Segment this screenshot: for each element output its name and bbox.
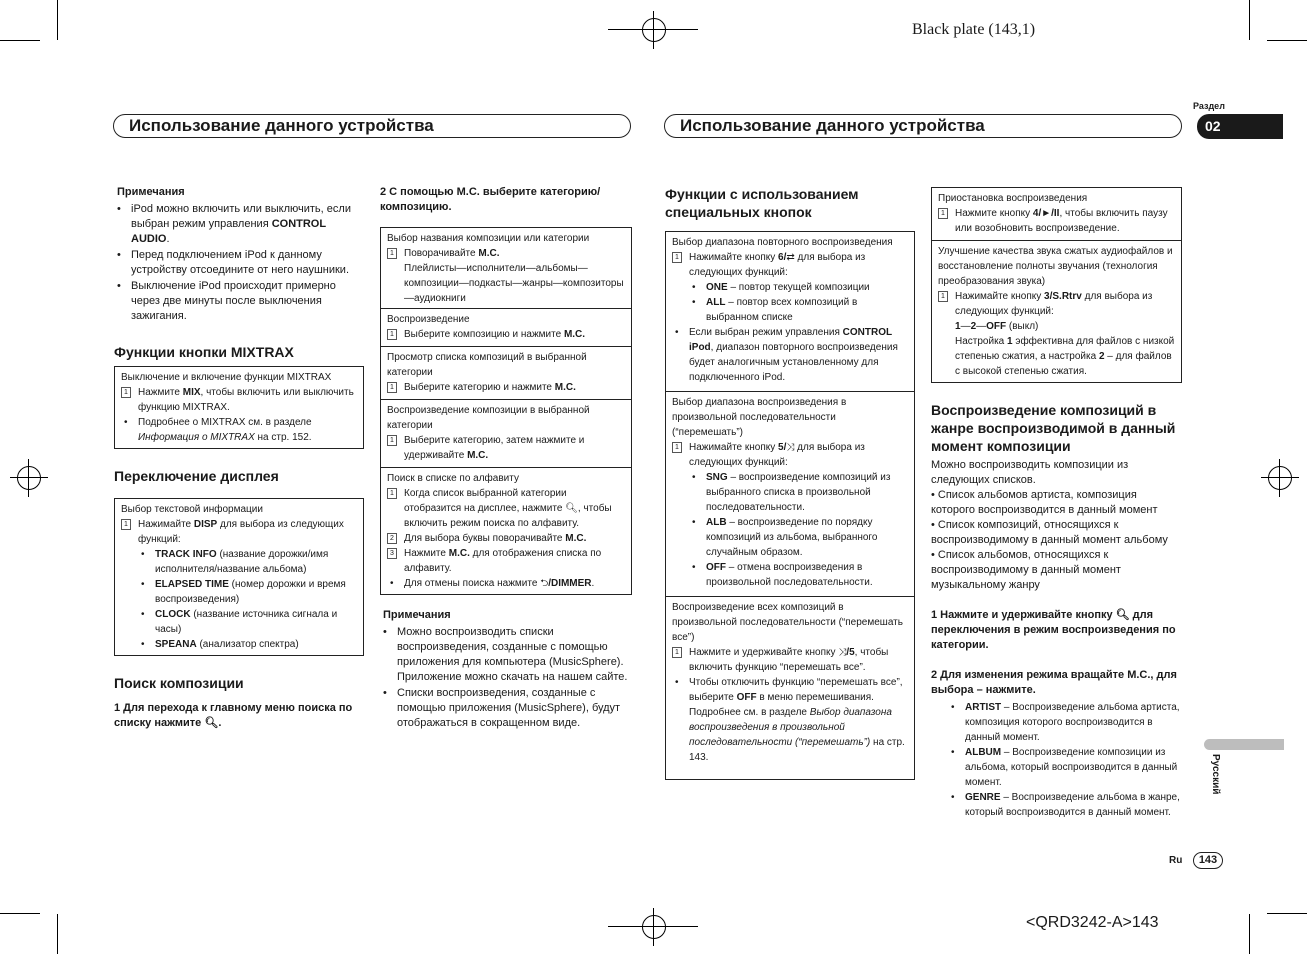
step-2: 2 С помощью M.C. выберите категорию/композицию.	[380, 186, 601, 213]
display-heading: Переключение дисплея	[114, 468, 279, 484]
registration-mark-icon	[1268, 466, 1292, 490]
search-section	[114, 674, 364, 731]
notes-title: Примечания	[117, 186, 185, 198]
lang-code: Ru	[1169, 855, 1183, 866]
section-number-badge: 02	[1197, 114, 1283, 139]
shuffle-icon: ⤨	[838, 647, 847, 658]
mc-box: Выбор названия композиции или категории 1 Поворачивайте M.C. Плейлисты—исполнители—альбомы—композиции—подкасты—жанры—композиторы—аудиокниги Воспроизведение 1 Выберите композицию и нажмите M.C. Просмотр списка композиций в выбранной категории 1 Выберите категорию и нажмите M.C. Воспроизведение композиции в выбранной категории 1 Выберите категорию, затем нажмите и удерживайте M.C. Поиск в списке по алфавиту 1 Когда список выбранной категории отобразится на дисплее, нажмите 🔍︎, чтобы включить режим поиска по алфавиту. 2 Для выбора буквы поворачивайте M.C. 3 Нажмите M.C. для отображения списка по алфавиту. • Для отмены поиска нажмите ⮌/DIMMER.	[380, 227, 632, 595]
display-box: Выбор текстовой информации 1 Нажимайте DISP для выбора из следующих функций: • TRACK INFO (название дорожки/имя исполнителя/название альбома) • ELAPSED TIME (номер дорожки и время воспроизведения) • CLOCK (название источника сигнала и часы) • SPEANA (анализатор спектра)	[114, 498, 364, 656]
box-title: Выбор текстовой информации	[121, 504, 263, 515]
search-icon: 🔍︎	[1115, 609, 1130, 621]
list-item: • GENRE – Воспроизведение альбома в жанре, который воспроизводится в данный момент.	[948, 790, 1183, 820]
mixtrax-box: Выключение и включение функции MIXTRAX 1 Нажмите MIX, чтобы включить или выключить функцию MIXTRAX. • Подробнее о MIXTRAX см. в разделе Информация о MIXTRAX на стр. 152.	[114, 366, 364, 449]
list-item: • CLOCK (название источника сигнала и часы)	[138, 607, 357, 637]
repeat-icon: ⇄	[786, 252, 795, 263]
registration-mark-icon	[642, 18, 666, 42]
registration-mark-icon	[17, 466, 41, 490]
mixtrax-heading: Функции кнопки MIXTRAX	[114, 344, 294, 360]
list-item: • ALL – повтор всех композиций в выбранном списке	[689, 295, 908, 325]
notes-list	[114, 202, 364, 324]
section-title-left: Использование данного устройства	[113, 114, 631, 138]
column-1	[114, 185, 364, 361]
crop-mark	[57, 0, 58, 40]
search-icon: 🔍︎	[204, 717, 219, 729]
list-item: • iPod можно включить или выключить, если выбран режим управления CONTROL AUDIO.	[114, 202, 364, 247]
list-item: • Выключение iPod происходит примерно через две минуты после выключения зажигания.	[114, 279, 364, 324]
genre-section: Воспроизведение композиций в жанре воспроизводимой в данный момент композиции Можно воспроизводить композиции из следующих списков. • Список альбомов артиста, композиция которого воспроизводится в данный момент • Список композиций, относящихся к воспроизводимому в данный момент альбому • Список альбомов, относящихся к воспроизводимому в данный момент музыкальному жанру 1 Нажмите и удерживайте кнопку 🔍︎ для переключения в режим воспроизведения по категории. 2 Для изменения режима вращайте M.C., для выбора – нажмите. • ARTIST – Воспроизведение альбома артиста, композиция которого воспроизводится в данный момент. • ALBUM – Воспроизведение композиции из альбома, который воспроизводится в данный момент. • GENRE – Воспроизведение альбома в жанре, который воспроизводится в данный момент.	[931, 401, 1183, 820]
registration-mark-icon	[642, 915, 666, 939]
shuffle-icon: ⤨	[786, 442, 795, 453]
list-item: • OFF – отмена воспроизведения в произвольной последовательности.	[689, 560, 908, 590]
search-heading: Поиск композиции	[114, 675, 244, 691]
list-item: • TRACK INFO (название дорожки/имя исполнителя/название альбома)	[138, 547, 357, 577]
list-item: • ELAPSED TIME (номер дорожки и время воспроизведения)	[138, 577, 357, 607]
language-tab	[1204, 739, 1284, 750]
special-buttons-box: Выбор диапазона повторного воспроизведения 1 Нажимайте кнопку 6/⇄ для выбора из следующих функций: • ONE – повтор текущей композиции • ALL – повтор всех композиций в выбранном списке • Если выбран режим управления CONTROL iPod, диапазон повторного воспроизведения будет аналогичным установленному для подключенного iPod. Выбор диапазона воспроизведения в произвольной последовательности (“перемешать”) 1 Нажимайте кнопку 5/⤨ для выбора из следующих функций: • SNG – воспроизведение композиций из выбранного списка в произвольной последовательности. • ALB – воспроизведение по порядку композиций из альбома, выбранного случайным образом. • OFF – отмена воспроизведения в произвольной последовательности. Воспроизведение всех композиций в произвольной последовательности (“перемешать все”) 1 Нажмите и удерживайте кнопку ⤨/5, чтобы включить функцию “перемешать все”. • Чтобы отключить функцию “перемешать все”, выберите OFF в меню перемешивания. Подробнее см. в разделе Выбор диапазона воспроизведения в произвольной последовательности (“перемешать”) на стр. 143.	[665, 231, 915, 780]
crop-mark	[1267, 40, 1307, 41]
list-item: • ALBUM – Воспроизведение композиции из альбома, который воспроизводится в данный момент.	[948, 745, 1183, 790]
search-step: 1 Для перехода к главному меню поиска по списку нажмите 🔍︎.	[114, 702, 353, 729]
search-icon: 🔍︎	[565, 503, 578, 514]
crop-mark	[57, 914, 58, 954]
list-item: • ONE – повтор текущей композиции	[689, 280, 908, 295]
section-title-right: Использование данного устройства	[664, 114, 1182, 138]
crop-mark	[1249, 914, 1250, 954]
list-item: • Списки воспроизведения, созданные с помощью приложения (MusicSphere), будут отображаться в сокращенном виде.	[380, 686, 632, 731]
list-item: • SNG – воспроизведение композиций из выбранного списка в произвольной последовательности.	[689, 470, 908, 515]
list-item: • Можно воспроизводить списки воспроизведения, созданные с помощью приложения для компьютера (MusicSphere). Приложение можно скачать на нашем сайте.	[380, 625, 632, 685]
page-number: 143	[1193, 852, 1223, 869]
crop-mark	[0, 40, 40, 41]
crop-mark	[1249, 0, 1250, 40]
crop-mark	[0, 913, 40, 914]
list-item: • ARTIST – Воспроизведение альбома артиста, композиция которого воспроизводится в данный момент.	[948, 700, 1183, 745]
section-label: Раздел	[1193, 101, 1225, 111]
genre-heading: Воспроизведение композиций в жанре воспроизводимой в данный момент композиции	[931, 402, 1176, 454]
document-code: <QRD3242-A>143	[1026, 914, 1159, 931]
crop-mark	[1267, 913, 1307, 914]
back-icon: ⮌	[540, 578, 549, 589]
list-item: • SPEANA (анализатор спектра)	[138, 637, 357, 652]
box-title: Выключение и включение функции MIXTRAX	[121, 372, 332, 383]
special-buttons-heading: Функции с использованием специальных кнопок	[665, 186, 859, 220]
pause-box: Приостановка воспроизведения 1 Нажмите кнопку 4/►/II, чтобы включить паузу или возобновить воспроизведение. Улучшение качества звука сжатых аудиофайлов и восстановление полноты звучания (технология преобразования звука) 1 Нажимайте кнопку 3/S.Rtrv для выбора из следующих функций: 1—2—OFF (выкл) Настройка 1 эффективна для файлов с низкой степенью сжатия, а настройка 2 – для файлов с высокой степенью сжатия.	[931, 187, 1182, 383]
column-2-notes: Примечания • Можно воспроизводить списки воспроизведения, созданные с помощью приложения для компьютера (MusicSphere). Приложение можно скачать на нашем сайте. • Списки воспроизведения, созданные с помощью приложения (MusicSphere), будут отображаться в сокращенном виде.	[380, 608, 632, 732]
list-item: • Перед подключением iPod к данному устройству отсоедините от него наушники.	[114, 248, 364, 278]
plate-label: Black plate (143,1)	[912, 21, 1036, 38]
list-item: • ALB – воспроизведение по порядку композиций из альбома, выбранного случайным образом.	[689, 515, 908, 560]
language-label: Русский	[1210, 754, 1221, 795]
